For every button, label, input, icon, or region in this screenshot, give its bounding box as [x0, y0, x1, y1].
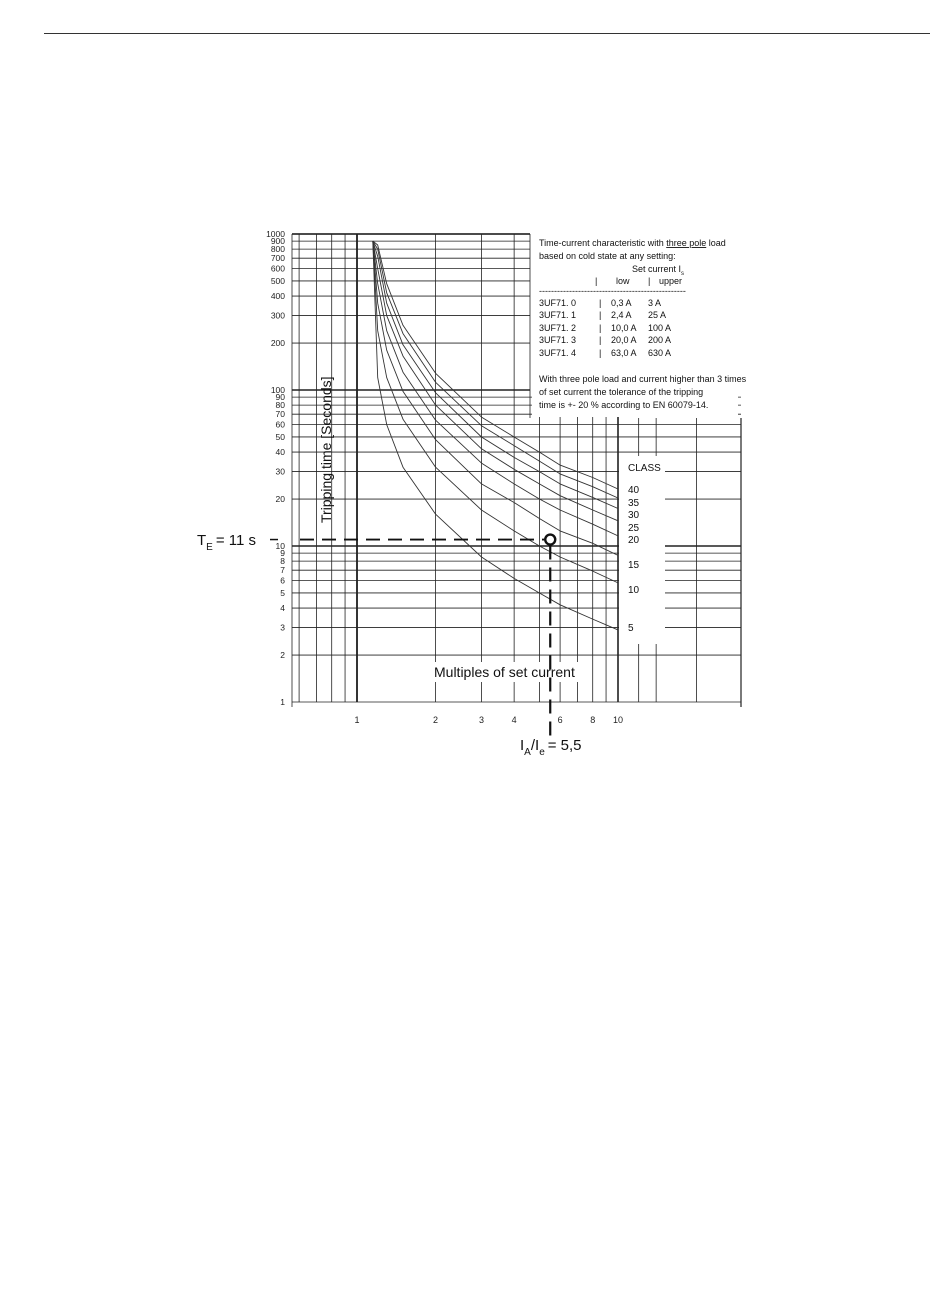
info-line-2: based on cold state at any setting:: [539, 251, 676, 261]
x-tick-label: 1: [354, 715, 360, 725]
y-tick-label: 700: [270, 253, 285, 264]
info-line-4-low: low: [616, 276, 630, 286]
info-row-low: 2,4 A: [611, 310, 632, 320]
info-row-model: 3UF71. 1: [539, 310, 577, 320]
y-tick-label: 300: [270, 310, 285, 321]
info-line-4-upper: upper: [659, 276, 683, 286]
info-note-2: of set current the tolerance of the tripping: [539, 387, 704, 397]
y-tick-labels: [266, 229, 285, 707]
legend-entry: 20: [628, 535, 640, 546]
y-tick-label: 400: [270, 291, 285, 302]
info-row-model: 3UF71. 4: [539, 348, 577, 358]
info-row-bar: |: [599, 298, 602, 308]
info-row-model: 3UF71. 2: [539, 323, 577, 333]
y-tick-label: 200: [270, 338, 285, 349]
info-row-model: 3UF71. 3: [539, 335, 577, 345]
x-tick-label: 4: [511, 715, 517, 725]
info-row-bar: |: [599, 348, 602, 358]
legend-entry: 40: [628, 485, 640, 496]
info-row-upper: 3 A: [648, 298, 662, 308]
info-line-3: Set current $I_s$: [632, 264, 685, 277]
info-row-low: 63,0 A: [611, 348, 637, 358]
info-row-upper: 630 A: [648, 348, 672, 358]
ia-annotation: $I_A/I_e = 5,5$: [520, 737, 582, 758]
x-tick-label: 8: [590, 715, 596, 725]
y-tick-label: 30: [275, 466, 285, 477]
y-tick-label: 5: [280, 587, 285, 598]
legend-entry: 30: [628, 510, 640, 521]
y-tick-label: 6: [280, 575, 285, 586]
legend-panel: [619, 456, 665, 644]
legend-entry: 10: [628, 585, 640, 596]
operating-point-marker: [545, 535, 555, 545]
te-annotation: $T_E = 11$ s: [197, 532, 257, 553]
info-line-4-bar2: |: [648, 276, 651, 286]
info-note-3: time is +- 20 % according to EN 60079-14.: [539, 400, 709, 410]
x-tick-label: 2: [433, 715, 439, 725]
info-line-4-bar1: |: [595, 276, 598, 286]
info-row-low: 0,3 A: [611, 298, 632, 308]
info-row-low: 20,0 A: [611, 335, 637, 345]
info-note-1: With three pole load and current higher than 3 times: [539, 374, 747, 384]
x-tick-label: 6: [557, 715, 563, 725]
y-tick-label: 90: [275, 392, 285, 403]
info-row-bar: |: [599, 323, 602, 333]
y-tick-label: 1000: [266, 229, 285, 239]
x-tick-labels: [354, 715, 623, 725]
info-row-bar: |: [599, 310, 602, 320]
info-divider: -------------------------------------------------: [539, 286, 686, 296]
info-line-1: Time-current characteristic with three pole load: [539, 238, 726, 248]
y-tick-label: 100: [270, 385, 285, 395]
legend-entry: 25: [628, 523, 640, 534]
y-tick-label: 3: [280, 622, 285, 633]
y-tick-label: 900: [270, 236, 285, 247]
y-tick-label: 80: [275, 400, 285, 411]
y-axis-label: Tripping time [Seconds]: [318, 376, 334, 523]
legend-entry: 15: [628, 560, 640, 571]
y-tick-label: 1: [280, 697, 285, 707]
y-tick-label: 9: [280, 548, 285, 559]
x-tick-label: 10: [612, 715, 624, 725]
info-row-upper: 200 A: [648, 335, 672, 345]
legend-title: CLASS: [628, 463, 661, 474]
info-row-model: 3UF71. 0: [539, 298, 577, 308]
y-tick-label: 2: [280, 650, 285, 661]
y-tick-label: 7: [280, 565, 285, 576]
annotations: [270, 535, 555, 740]
info-row-upper: 25 A: [648, 310, 667, 320]
y-tick-label: 4: [280, 603, 285, 614]
y-tick-label: 800: [270, 244, 285, 255]
y-tick-label: 60: [275, 419, 285, 430]
y-tick-label: 500: [270, 275, 285, 286]
x-axis-label: Multiples of set current: [434, 664, 575, 680]
y-tick-label: 20: [275, 494, 285, 505]
info-row-low: 10,0 A: [611, 323, 637, 333]
y-tick-label: 70: [275, 409, 285, 420]
y-tick-label: 600: [270, 263, 285, 274]
y-tick-label: 40: [275, 447, 285, 458]
legend-entry: 5: [628, 623, 634, 634]
y-tick-label: 10: [275, 541, 285, 551]
x-tick-label: 3: [479, 715, 485, 725]
info-row-bar: |: [599, 335, 602, 345]
y-tick-label: 50: [275, 431, 285, 442]
info-row-upper: 100 A: [648, 323, 672, 333]
legend-entry: 35: [628, 498, 640, 509]
y-tick-label: 8: [280, 556, 285, 567]
